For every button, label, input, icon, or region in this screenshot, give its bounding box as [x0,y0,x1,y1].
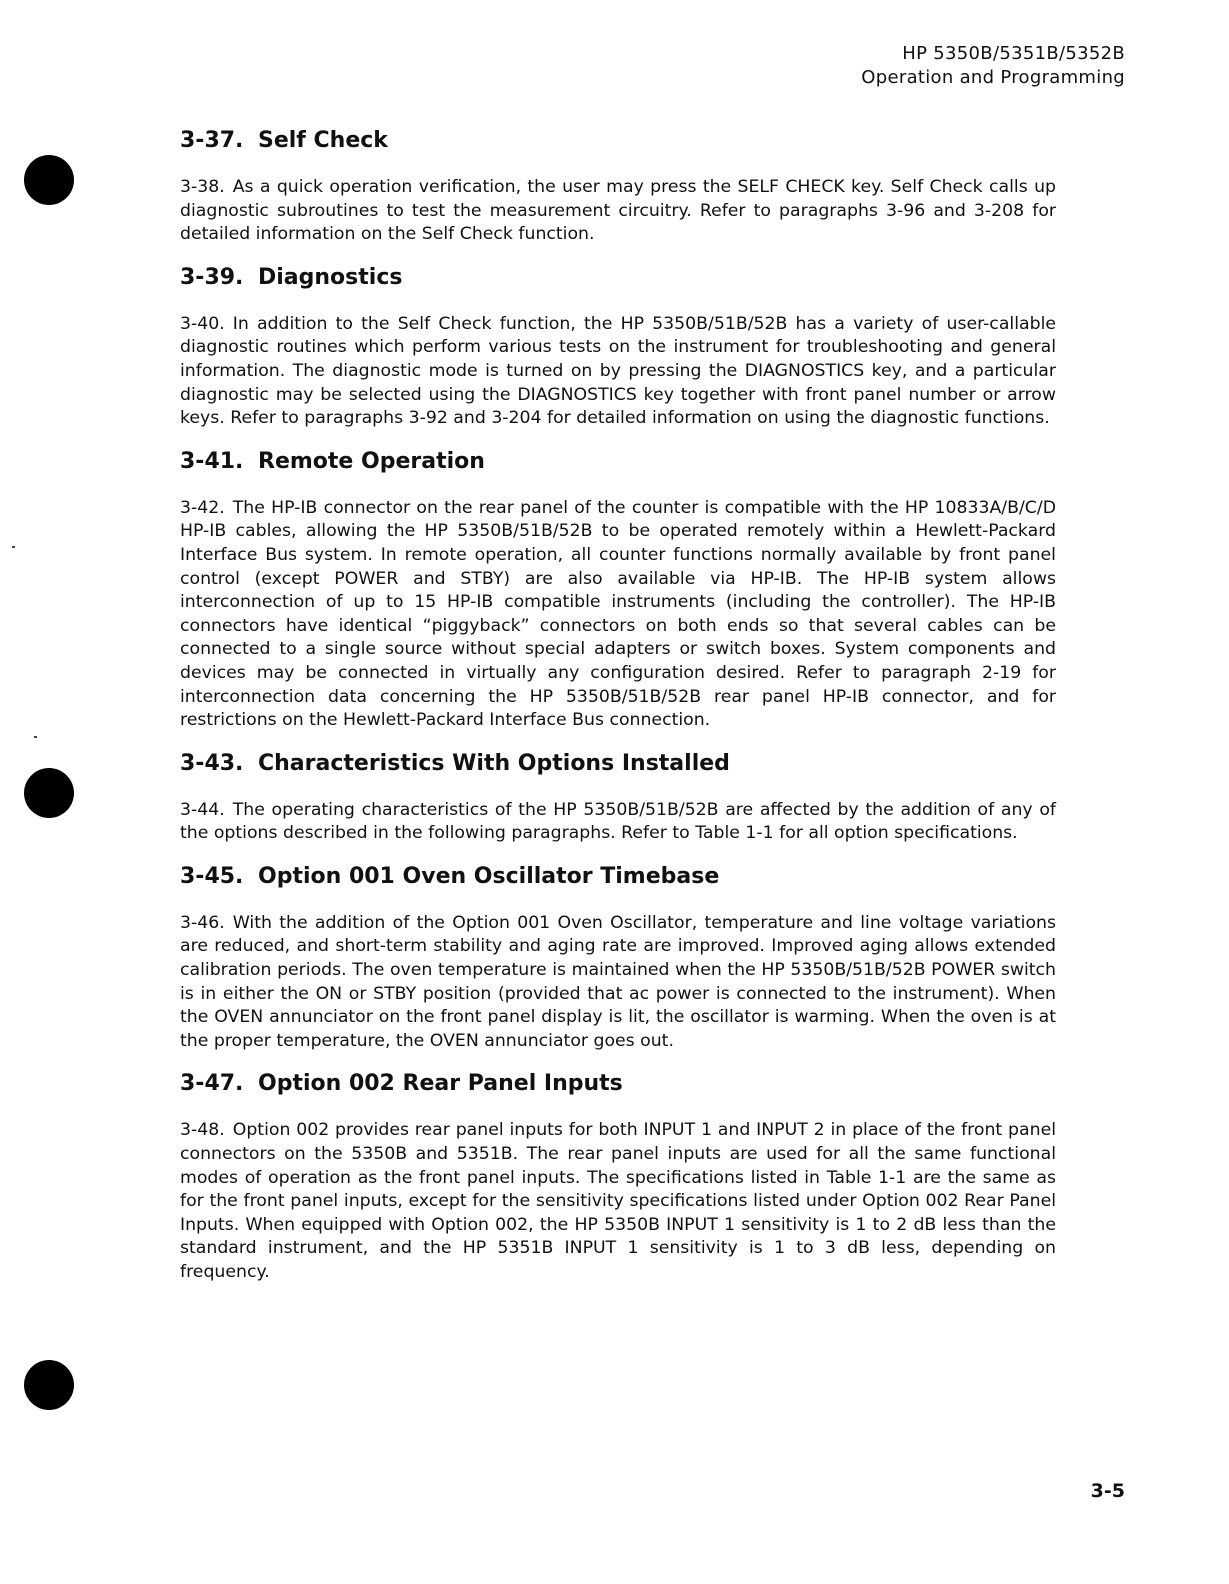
paragraph-text: As a quick operation verification, the user may press the SELF CHECK key. Self Check calls up diagnostic subroutines to test the measurement circuitry. Refer to paragraphs 3-96 and 3-208 for detailed information on the Self Check function. [180,177,1056,245]
section-heading [180,447,1056,477]
paragraph [180,176,1056,247]
scan-speck [34,736,37,738]
section-self-check [180,126,1056,247]
paragraph [180,313,1056,431]
section-number: 3-39. [180,264,244,290]
paragraph-text: The HP-IB connector on the rear panel of the counter is compatible with the HP 10833A/B/C/D HP-IB cables, allowing the HP 5350B/51B/52B to be operated remotely within a Hewlett-Packard Interface Bus system. In remote operation, all counter functions normally available by front panel control (except POWER and STBY) are also available via HP-IB. The HP-IB system allows interconnection of up to 15 HP-IB compatible instruments (including the controller). The HP-IB connectors have identical “piggyback” connectors on both ends so that several cables can be connected to a single source without special adapters or switch boxes. System components and devices may be connected in virtually any configuration desired. Refer to paragraph 2-19 for interconnection data concerning the HP 5350B/51B/52B rear panel HP-IB connector, and for restrictions on the Hewlett-Packard Interface Bus connection. [180,497,1056,731]
section-heading [180,862,1056,892]
punch-hole-middle [24,768,74,818]
paragraph [180,912,1056,1054]
punch-hole-top [24,155,74,205]
section-heading [180,126,1056,156]
section-title: Option 002 Rear Panel Inputs [258,1071,623,1097]
section-option-001 [180,862,1056,1054]
section-number: 3-37. [180,128,244,153]
header-section-title: Operation and Programming [861,67,1125,88]
section-options-characteristics [180,749,1056,846]
section-number: 3-47. [180,1071,244,1097]
section-heading [180,263,1056,293]
section-title: Self Check [258,128,388,153]
paragraph-text: In addition to the Self Check function, the HP 5350B/51B/52B has a variety of user-callable diagnostic routines which perform various tests on the instrument for troubleshooting and general information. The diagnostic mode is turned on by pressing the DIAGNOSTICS key, and a particular diagnostic may be selected using the DIAGNOSTICS key together with front panel number or arrow keys. Refer to paragraphs 3-92 and 3-204 for detailed information on using the diagnostic functions. [180,313,1056,429]
paragraph-text: The operating characteristics of the HP 5350B/51B/52B are affected by the addition of any of the options described in the following paragraphs. Refer to Table 1-1 for all option specifications. [180,799,1056,844]
section-number: 3-45. [180,863,244,889]
running-header [861,42,1125,90]
paragraph-text: Option 002 provides rear panel inputs for both INPUT 1 and INPUT 2 in place of the front panel connectors on the 5350B and 5351B. The rear panel inputs are used for all the same functional modes of operation as the front panel inputs. The specifications listed in Table 1-1 are the same as for the front panel inputs, except for the sensitivity specifications listed under Option 002 Rear Panel Inputs. When equipped with Option 002, the HP 5350B INPUT 1 sensitivity is 1 to 2 dB less than the standard instrument, and the HP 5351B INPUT 1 sensitivity is 1 to 3 dB less, depending on frequency. [180,1120,1056,1282]
section-diagnostics [180,263,1056,431]
paragraph [180,1119,1056,1284]
paragraph-text: With the addition of the Option 001 Oven Oscillator, temperature and line voltage variations are reduced, and short-term stability and aging rate are improved. Improved aging allows extended calibration periods. The oven temperature is maintained when the HP 5350B/51B/52B POWER switch is in either the ON or STBY position (provided that ac power is connected to the instrument). When the OVEN annunciator on the front panel display is lit, the oscillator is warming. When the oven is at the proper temperature, the OVEN annunciator goes out. [180,912,1056,1051]
paragraph-number: 3-46. [180,912,225,933]
section-title: Diagnostics [258,264,403,290]
paragraph-number: 3-38. [180,177,225,197]
punch-hole-bottom [24,1360,74,1410]
paragraph [180,799,1056,846]
section-number: 3-43. [180,750,244,776]
section-title: Characteristics With Options Installed [258,750,730,776]
section-remote-operation [180,447,1056,733]
section-number: 3-41. [180,448,244,474]
section-option-002 [180,1069,1056,1284]
section-heading [180,749,1056,779]
section-title: Option 001 Oven Oscillator Timebase [258,863,720,889]
paragraph-number: 3-42. [180,497,225,518]
scan-speck [12,546,15,548]
page-body [180,126,1056,1285]
paragraph-number: 3-44. [180,799,225,820]
paragraph-number: 3-48. [180,1120,225,1141]
paragraph-number: 3-40. [180,313,225,334]
paragraph [180,497,1056,733]
header-model: HP 5350B/5351B/5352B [902,43,1125,64]
section-heading [180,1069,1056,1099]
page-number: 3-5 [1090,1480,1125,1502]
section-title: Remote Operation [258,448,485,474]
